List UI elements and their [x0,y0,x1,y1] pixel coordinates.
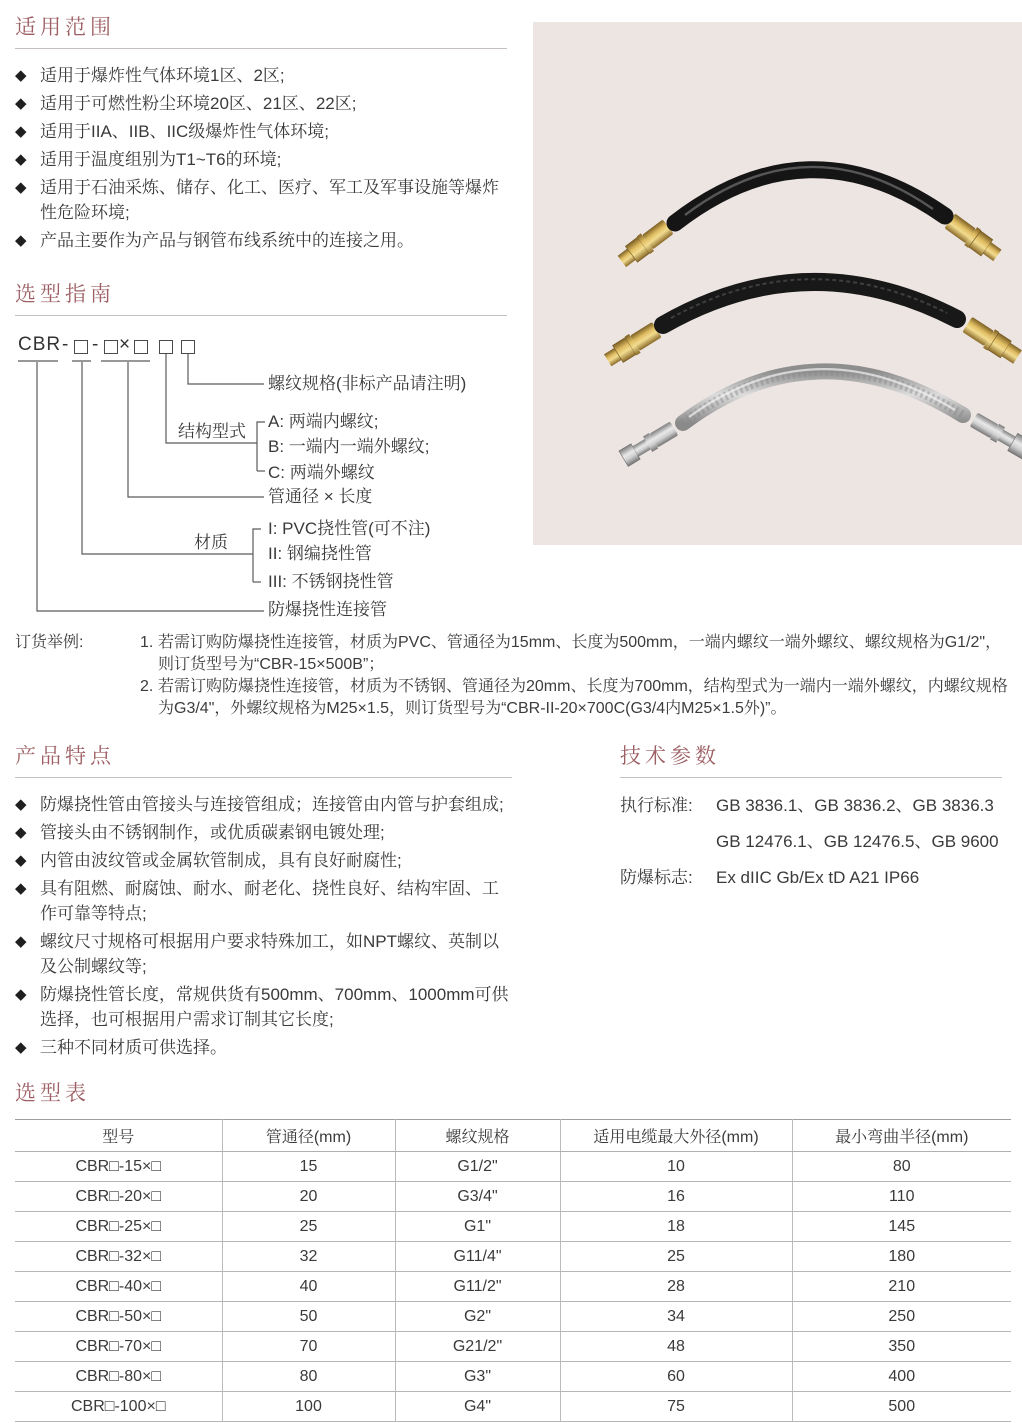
list-item-text: 适用于爆炸性气体环境1区、2区; [40,66,285,85]
selection-table-body [15,1152,1011,1422]
table-cell: 34 [560,1302,792,1332]
list-item [15,1035,512,1060]
diamond-bullet-icon: ◆ [15,1039,27,1056]
table-cell: 40 [222,1272,395,1302]
diamond-bullet-icon: ◆ [15,67,27,84]
tech-row-standards [620,788,1002,860]
table-cell: 25 [560,1242,792,1272]
table-row [15,1272,1011,1302]
table-cell: G3" [395,1362,560,1392]
selection-table-head [15,1120,1011,1152]
model-dash: - [92,334,100,355]
list-item-text: 适用于IIA、IIB、IIC级爆炸性气体环境; [40,122,330,141]
ordering-item-number: 1. [140,634,154,651]
table-cell: 70 [222,1332,395,1362]
table-cell: 20 [222,1182,395,1212]
material-option-1: I: PVC挠性管(可不注) [268,519,431,538]
model-prefix: CBR [18,334,62,355]
material-option-3: III: 不锈钢挠性管 [268,572,394,591]
diamond-bullet-icon: ◆ [15,986,27,1003]
features-list [15,792,512,1060]
table-cell: G11/2" [395,1272,560,1302]
model-box-structure [159,340,173,354]
list-item [15,848,512,873]
diamond-bullet-icon: ◆ [15,880,27,897]
section-title-guide: 选型指南 [15,283,507,316]
product-photo [533,22,1022,545]
table-cell: 80 [222,1362,395,1392]
table-cell: 10 [560,1152,792,1182]
table-cell: CBR□-32×□ [15,1242,222,1272]
model-dash: - [62,334,70,355]
diamond-bullet-icon: ◆ [15,232,27,249]
section-title-features: 产品特点 [15,745,512,778]
list-item [15,228,507,253]
table-cell: 100 [222,1392,395,1422]
label-thread-spec: 螺纹规格(非标产品请注明) [268,374,467,393]
table-cell: 110 [792,1182,1011,1212]
ordering-item [140,676,1015,720]
ordering-item-text: 若需订购防爆挠性连接管，材质为PVC、管通径为15mm、长度为500mm，一端内螺纹一端外螺纹、螺纹规格为G1/2"，则订货型号为“CBR-15×500B”； [158,634,1002,673]
model-box-material [74,340,88,354]
list-item [15,63,507,88]
ordering-label: 订货举例: [15,634,84,651]
table-row [15,1302,1011,1332]
tech-ex-value: Ex dIIC Gb/Ex tD A21 IP66 [716,868,920,887]
table-row [15,1392,1011,1422]
diamond-bullet-icon: ◆ [15,123,27,140]
hose-pvc-photo [615,167,1004,270]
table-row [15,1332,1011,1362]
list-item [15,91,507,116]
table-cell: 50 [222,1302,395,1332]
table-cell: G2" [395,1302,560,1332]
structure-option-c: C: 两端外螺纹 [268,463,375,482]
hose-stainless-photo [619,369,1022,466]
table-cell: 210 [792,1272,1011,1302]
table-row [15,1242,1011,1272]
list-item-text: 具有阻燃、耐腐蚀、耐水、耐老化、挠性良好、结构牢固、工作可靠等特点; [40,879,499,923]
model-code-diagram [15,331,507,631]
diamond-bullet-icon: ◆ [15,95,27,112]
table-cell: 48 [560,1332,792,1362]
table-cell: CBR□-25×□ [15,1212,222,1242]
ordering-item-number: 2. [140,678,154,695]
list-item-text: 适用于石油采炼、储存、化工、医疗、军工及军事设施等爆炸性危险环境; [40,178,499,222]
table-cell: CBR□-100×□ [15,1392,222,1422]
tech-standards-line1: GB 3836.1、GB 3836.2、GB 3836.3 [716,796,994,815]
table-header-cable-od: 适用电缆最大外径(mm) [560,1120,792,1152]
list-item-text: 防爆挠性管由管接头与连接管组成；连接管由内管与护套组成; [40,795,504,814]
section-ordering-examples [15,632,1015,720]
table-cell: 350 [792,1332,1011,1362]
product-photo-panel [533,22,1022,545]
model-times: × [119,334,132,355]
list-item [15,119,507,144]
table-cell: 15 [222,1152,395,1182]
diamond-bullet-icon: ◆ [15,852,27,869]
table-cell: 25 [222,1212,395,1242]
label-size: 管通径 × 长度 [268,487,373,506]
tech-standards-values [716,788,999,860]
list-item [15,792,512,817]
diamond-bullet-icon: ◆ [15,179,27,196]
list-item-text: 适用于温度组别为T1~T6的环境; [40,150,282,169]
table-cell: G3/4" [395,1182,560,1212]
table-cell: 80 [792,1152,1011,1182]
table-cell: G21/2" [395,1332,560,1362]
table-cell: G1" [395,1212,560,1242]
list-item-text: 防爆挠性管长度，常规供货有500mm、700mm、1000mm可供选择，也可根据用户需求订制其它长度; [40,985,509,1029]
label-structure: 结构型式 [178,422,246,441]
list-item-text: 管接头由不锈钢制作，或优质碳素钢电镀处理; [40,823,385,842]
structure-option-b: B: 一端内一端外螺纹; [268,437,430,456]
list-item [15,147,507,172]
table-cell: CBR□-80×□ [15,1362,222,1392]
list-item [15,175,507,225]
table-cell: CBR□-15×□ [15,1152,222,1182]
list-item-text: 产品主要作为产品与钢管布线系统中的连接之用。 [40,231,414,250]
material-option-2: II: 钢编挠性管 [268,544,372,563]
list-item [15,982,512,1032]
tech-standards-line2: GB 12476.1、GB 12476.5、GB 9600 [716,832,999,851]
table-row [15,1152,1011,1182]
table-header-row [15,1120,1011,1152]
table-header-model: 型号 [15,1120,222,1152]
selection-table [15,1119,1011,1422]
table-cell: 32 [222,1242,395,1272]
section-scope [15,16,507,256]
ordering-item-text: 若需订购防爆挠性连接管，材质为不锈钢、管通径为20mm、长度为700mm，结构型式为一端内一端外螺纹，内螺纹规格为G3/4"，外螺纹规格为M25×1.5，则订货型号为“CBR-II-20×700C(G3/4内M25×1.5外)”。 [158,678,1008,717]
ordering-items [140,632,1015,720]
table-cell: G4" [395,1392,560,1422]
section-guide [15,283,507,631]
label-material: 材质 [194,533,228,552]
scope-list [15,63,507,253]
table-cell: CBR□-20×□ [15,1182,222,1212]
table-cell: 60 [560,1362,792,1392]
tech-row-ex-mark [620,860,1002,896]
diamond-bullet-icon: ◆ [15,151,27,168]
table-cell: 75 [560,1392,792,1422]
model-box-thread [181,340,195,354]
structure-option-a: A: 两端内螺纹; [268,412,379,431]
hose-steel-braid-photo [602,279,1022,369]
table-header-diameter: 管通径(mm) [222,1120,395,1152]
section-title-scope: 适用范围 [15,16,507,49]
table-cell: G11/4" [395,1242,560,1272]
section-features [15,745,512,1063]
table-cell: 500 [792,1392,1011,1422]
list-item-text: 螺纹尺寸规格可根据用户要求特殊加工，如NPT螺纹、英制以及公制螺纹等; [40,932,499,976]
table-cell: 250 [792,1302,1011,1332]
ordering-item [140,632,1015,676]
table-cell: 145 [792,1212,1011,1242]
section-title-tech: 技术参数 [620,745,1002,778]
table-header-bend-radius: 最小弯曲半径(mm) [792,1120,1011,1152]
table-cell: CBR□-70×□ [15,1332,222,1362]
diamond-bullet-icon: ◆ [15,796,27,813]
diamond-bullet-icon: ◆ [15,933,27,950]
tech-ex-label: 防爆标志: [620,868,693,887]
table-cell: 16 [560,1182,792,1212]
model-box-length [134,340,148,354]
list-item [15,820,512,845]
list-item [15,876,512,926]
list-item-text: 三种不同材质可供选择。 [40,1038,227,1057]
table-cell: 180 [792,1242,1011,1272]
table-cell: 400 [792,1362,1011,1392]
table-cell: 28 [560,1272,792,1302]
table-cell: G1/2" [395,1152,560,1182]
section-selection-table [15,1082,1011,1422]
label-product-name: 防爆挠性连接管 [268,600,387,619]
table-row [15,1182,1011,1212]
section-title-selection: 选型表 [15,1082,90,1105]
list-item [15,929,512,979]
table-cell: 18 [560,1212,792,1242]
table-row [15,1212,1011,1242]
section-tech-params [620,745,1002,896]
table-cell: CBR□-50×□ [15,1302,222,1332]
list-item-text: 适用于可燃性粉尘环境20区、21区、22区; [40,94,357,113]
diamond-bullet-icon: ◆ [15,824,27,841]
list-item-text: 内管由波纹管或金属软管制成，具有良好耐腐性; [40,851,402,870]
table-header-thread: 螺纹规格 [395,1120,560,1152]
model-box-diameter [104,340,118,354]
table-row [15,1362,1011,1392]
table-cell: CBR□-40×□ [15,1272,222,1302]
tech-standards-label: 执行标准: [620,796,693,815]
